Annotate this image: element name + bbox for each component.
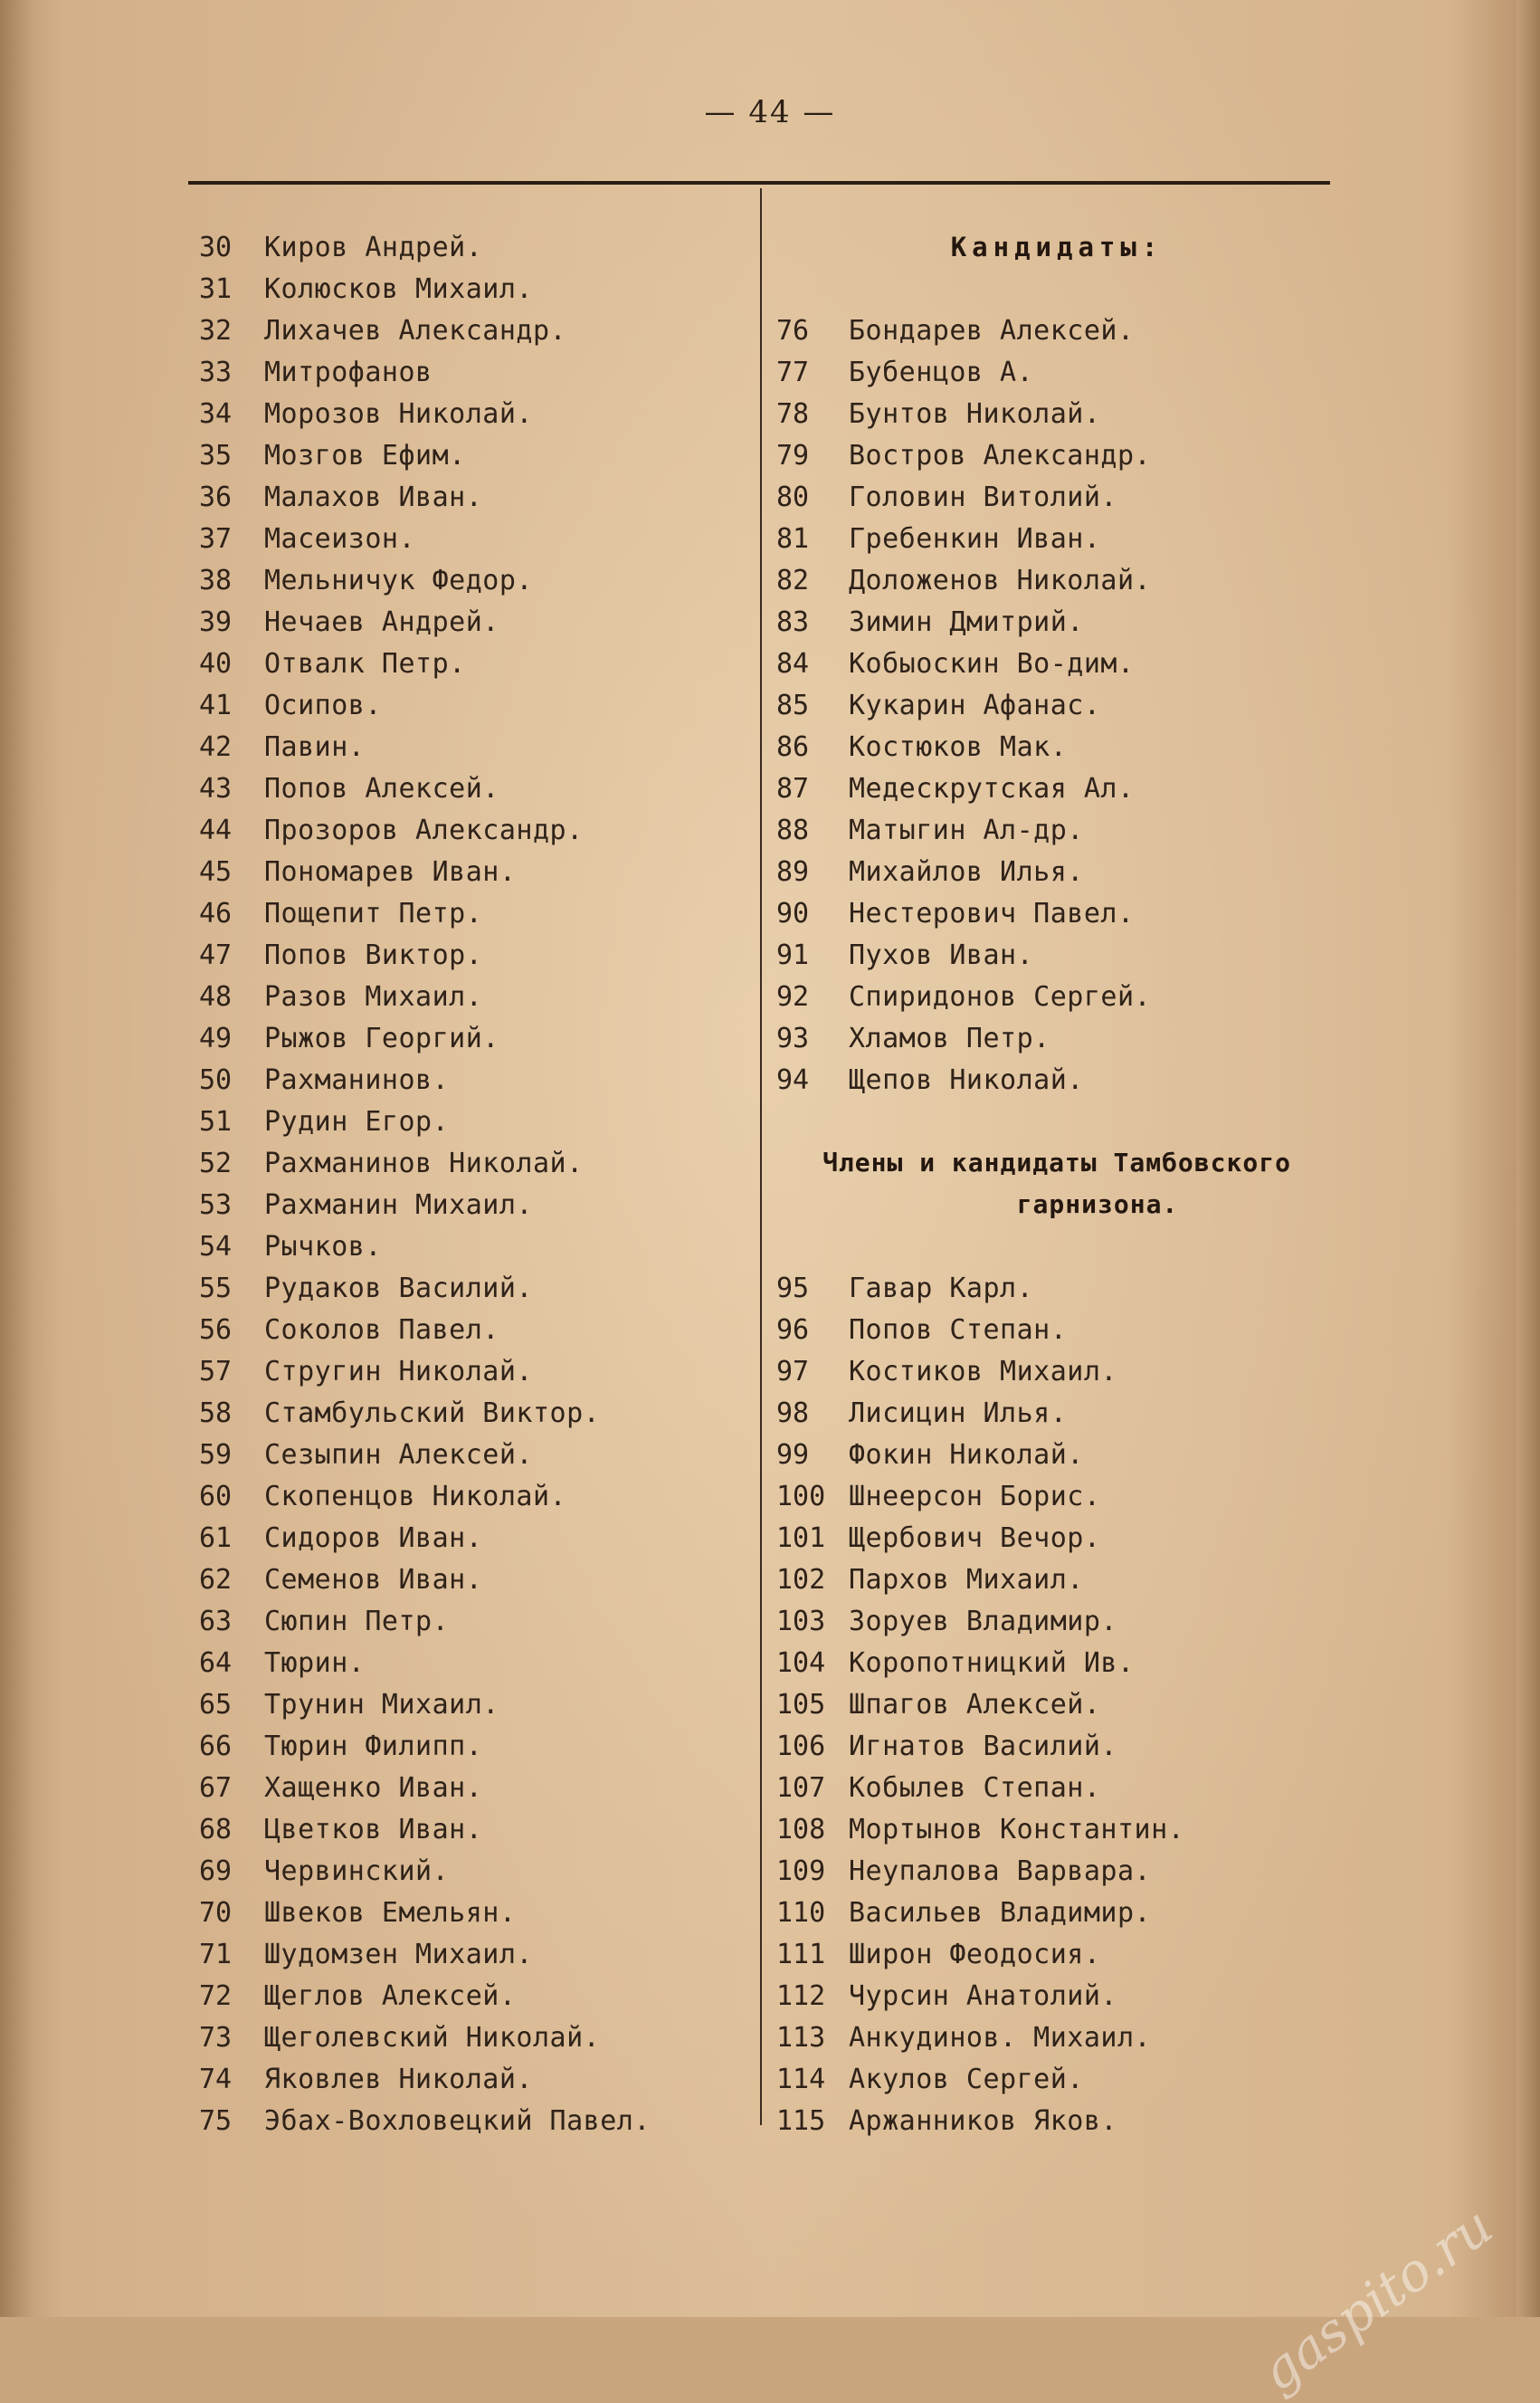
entry-number: 111 xyxy=(776,1938,826,1970)
entry-name: Нестерович Павел. xyxy=(849,897,1135,930)
entry-number: 80 xyxy=(776,481,810,513)
entry-number: 38 xyxy=(199,564,233,596)
entry-name: Фокин Николай. xyxy=(849,1438,1084,1471)
garrison-heading xyxy=(776,1142,1337,1225)
entry-number: 49 xyxy=(199,1022,233,1054)
page-edge-right xyxy=(1516,0,1540,2317)
entry-name: Щербович Вечор. xyxy=(849,1521,1101,1554)
list-item xyxy=(776,1350,1337,1392)
entry-name: Колюсков Михаил. xyxy=(264,272,533,305)
entry-name: Попов Степан. xyxy=(849,1313,1068,1346)
entry-name: Анкудинов. Михаил. xyxy=(849,2021,1152,2054)
entry-number: 102 xyxy=(776,1563,826,1596)
list-item xyxy=(199,1642,751,1683)
page-edge-left xyxy=(0,0,31,2317)
entry-number: 30 xyxy=(199,231,233,263)
list-item xyxy=(776,559,1337,601)
list-item xyxy=(776,934,1337,976)
entry-number: 84 xyxy=(776,647,810,680)
list-item xyxy=(776,1559,1337,1600)
entry-name: Головин Витолий. xyxy=(849,481,1117,513)
entry-number: 42 xyxy=(199,730,233,763)
entry-number: 92 xyxy=(776,980,810,1013)
entry-number: 51 xyxy=(199,1105,233,1138)
entry-number: 100 xyxy=(776,1480,826,1512)
entry-number: 55 xyxy=(199,1272,233,1304)
list-item xyxy=(776,768,1337,809)
entry-name: Стругин Николай. xyxy=(264,1355,533,1387)
entry-name: Соколов Павел. xyxy=(264,1313,499,1346)
entry-number: 56 xyxy=(199,1313,233,1346)
entry-name: Морозов Николай. xyxy=(264,397,533,430)
members-list xyxy=(199,226,751,2141)
list-item xyxy=(776,1767,1337,1808)
entry-name: Костюков Мак. xyxy=(849,730,1068,763)
list-item xyxy=(776,1059,1337,1101)
garrison-heading-line1: Члены и кандидаты Тамбовского xyxy=(822,1148,1291,1178)
candidates-heading: Кандидаты: xyxy=(950,232,1164,262)
entry-name: Тюрин. xyxy=(264,1646,366,1679)
entry-name: Сюпин Петр. xyxy=(264,1605,450,1637)
entry-number: 48 xyxy=(199,980,233,1013)
entry-number: 54 xyxy=(199,1230,233,1263)
entry-name: Мельничук Федор. xyxy=(264,564,533,596)
entry-name: Хащенко Иван. xyxy=(264,1771,483,1804)
entry-number: 71 xyxy=(199,1938,233,1970)
entry-name: Бондарев Алексей. xyxy=(849,314,1135,347)
entry-name: Яковлев Николай. xyxy=(264,2063,533,2095)
entry-number: 50 xyxy=(199,1063,233,1096)
list-item xyxy=(199,1725,751,1767)
entry-number: 40 xyxy=(199,647,233,680)
list-item xyxy=(776,2058,1337,2100)
list-item xyxy=(199,2058,751,2100)
list-item xyxy=(199,226,751,268)
list-item xyxy=(776,1933,1337,1975)
list-item xyxy=(776,1017,1337,1059)
entry-name: Шнеерсон Борис. xyxy=(849,1480,1101,1512)
right-column xyxy=(776,226,1337,2141)
entry-number: 87 xyxy=(776,772,810,805)
list-item xyxy=(199,1142,751,1184)
list-item xyxy=(776,643,1337,684)
entry-number: 115 xyxy=(776,2104,826,2137)
list-item xyxy=(199,1350,751,1392)
entry-number: 86 xyxy=(776,730,810,763)
entry-number: 34 xyxy=(199,397,233,430)
column-divider xyxy=(760,188,762,2125)
entry-name: Доложенов Николай. xyxy=(849,564,1152,596)
entry-name: Гавар Карл. xyxy=(849,1272,1034,1304)
list-item xyxy=(776,310,1337,351)
entry-number: 90 xyxy=(776,897,810,930)
page-number: — 44 — xyxy=(704,94,836,130)
entry-name: Разов Михаил. xyxy=(264,980,483,1013)
top-rule xyxy=(188,181,1330,185)
list-item xyxy=(776,1725,1337,1767)
entry-name: Хламов Петр. xyxy=(849,1022,1050,1054)
entry-number: 45 xyxy=(199,855,233,888)
list-item xyxy=(776,2100,1337,2141)
entry-name: Щепов Николай. xyxy=(849,1063,1084,1096)
entry-number: 96 xyxy=(776,1313,810,1346)
list-item xyxy=(199,2017,751,2058)
entry-name: Щеглов Алексей. xyxy=(264,1979,517,2012)
entry-name: Гребенкин Иван. xyxy=(849,522,1101,555)
entry-name: Митрофанов xyxy=(264,356,433,388)
entry-name: Пощепит Петр. xyxy=(264,897,483,930)
entry-name: Отвалк Петр. xyxy=(264,647,466,680)
entry-name: Масеизон. xyxy=(264,522,416,555)
entry-number: 113 xyxy=(776,2021,826,2054)
entry-name: Рычков. xyxy=(264,1230,382,1263)
entry-name: Семенов Иван. xyxy=(264,1563,483,1596)
list-item xyxy=(199,351,751,393)
entry-number: 39 xyxy=(199,606,233,638)
list-item xyxy=(199,851,751,892)
list-item xyxy=(776,1975,1337,2017)
entry-number: 88 xyxy=(776,814,810,846)
list-item xyxy=(199,1309,751,1350)
entry-name: Эбах-Вохловецкий Павел. xyxy=(264,2104,651,2137)
entry-number: 52 xyxy=(199,1147,233,1179)
entry-name: Малахов Иван. xyxy=(264,481,483,513)
list-item xyxy=(199,976,751,1017)
entry-number: 75 xyxy=(199,2104,233,2137)
entry-number: 43 xyxy=(199,772,233,805)
list-item xyxy=(199,643,751,684)
list-item xyxy=(199,601,751,643)
entry-name: Скопенцов Николай. xyxy=(264,1480,567,1512)
list-item xyxy=(199,1975,751,2017)
entry-name: Лихачев Александр. xyxy=(264,314,567,347)
entry-name: Рудаков Василий. xyxy=(264,1272,533,1304)
entry-number: 79 xyxy=(776,439,810,472)
list-item xyxy=(199,268,751,310)
list-item xyxy=(199,1434,751,1475)
list-item xyxy=(776,518,1337,559)
entry-number: 114 xyxy=(776,2063,826,2095)
list-item xyxy=(776,726,1337,768)
entry-number: 106 xyxy=(776,1730,826,1762)
entry-number: 89 xyxy=(776,855,810,888)
list-item xyxy=(776,1475,1337,1517)
entry-name: Сидоров Иван. xyxy=(264,1521,483,1554)
list-item xyxy=(199,2100,751,2141)
list-item xyxy=(199,434,751,476)
entry-number: 104 xyxy=(776,1646,826,1679)
entry-number: 65 xyxy=(199,1688,233,1721)
garrison-heading-line2: гарнизона. xyxy=(1016,1189,1179,1219)
entry-name: Пономарев Иван. xyxy=(264,855,517,888)
list-item xyxy=(199,1600,751,1642)
entry-name: Щеголевский Николай. xyxy=(264,2021,601,2054)
entry-number: 81 xyxy=(776,522,810,555)
entry-name: Востров Александр. xyxy=(849,439,1152,472)
entry-name: Спиридонов Сергей. xyxy=(849,980,1152,1013)
list-item xyxy=(199,1225,751,1267)
entry-name: Червинский. xyxy=(264,1855,450,1887)
entry-name: Зимин Дмитрий. xyxy=(849,606,1084,638)
entry-name: Павин. xyxy=(264,730,366,763)
entry-number: 103 xyxy=(776,1605,826,1637)
entry-number: 63 xyxy=(199,1605,233,1637)
entry-number: 98 xyxy=(776,1397,810,1429)
list-item xyxy=(199,1101,751,1142)
entry-name: Стамбульский Виктор. xyxy=(264,1397,601,1429)
entry-number: 101 xyxy=(776,1521,826,1554)
entry-number: 44 xyxy=(199,814,233,846)
entry-name: Киров Андрей. xyxy=(264,231,483,263)
list-item xyxy=(776,1434,1337,1475)
list-item xyxy=(199,1767,751,1808)
entry-number: 83 xyxy=(776,606,810,638)
list-item xyxy=(199,1892,751,1933)
entry-name: Пархов Михаил. xyxy=(849,1563,1084,1596)
list-item xyxy=(199,1017,751,1059)
list-item xyxy=(199,1559,751,1600)
list-item xyxy=(199,393,751,434)
list-item xyxy=(776,809,1337,851)
list-item xyxy=(776,1683,1337,1725)
entry-name: Игнатов Василий. xyxy=(849,1730,1117,1762)
entry-name: Кобыоскин Во-дим. xyxy=(849,647,1135,680)
list-item xyxy=(776,351,1337,393)
list-item xyxy=(776,601,1337,643)
entry-number: 105 xyxy=(776,1688,826,1721)
list-item xyxy=(199,1267,751,1309)
entry-number: 112 xyxy=(776,1979,826,2012)
entry-number: 74 xyxy=(199,2063,233,2095)
entry-number: 78 xyxy=(776,397,810,430)
entry-name: Прозоров Александр. xyxy=(264,814,584,846)
entry-number: 97 xyxy=(776,1355,810,1387)
list-item xyxy=(199,892,751,934)
list-item xyxy=(776,1309,1337,1350)
entry-number: 47 xyxy=(199,939,233,971)
entry-number: 108 xyxy=(776,1813,826,1845)
entry-number: 46 xyxy=(199,897,233,930)
entry-number: 66 xyxy=(199,1730,233,1762)
entry-number: 110 xyxy=(776,1896,826,1929)
list-item xyxy=(776,1892,1337,1933)
entry-name: Акулов Сергей. xyxy=(849,2063,1084,2095)
entry-number: 77 xyxy=(776,356,810,388)
entry-name: Медескрутская Ал. xyxy=(849,772,1135,805)
list-item xyxy=(199,1475,751,1517)
entry-name: Костиков Михаил. xyxy=(849,1355,1117,1387)
entry-name: Аржанников Яков. xyxy=(849,2104,1117,2137)
entry-name: Швеков Емельян. xyxy=(264,1896,517,1929)
entry-name: Лисицин Илья. xyxy=(849,1397,1068,1429)
list-item xyxy=(776,1600,1337,1642)
entry-number: 57 xyxy=(199,1355,233,1387)
entry-number: 76 xyxy=(776,314,810,347)
entry-number: 36 xyxy=(199,481,233,513)
candidates-list xyxy=(776,310,1337,1101)
entry-number: 37 xyxy=(199,522,233,555)
entry-name: Шпагов Алексей. xyxy=(849,1688,1101,1721)
entry-number: 85 xyxy=(776,689,810,721)
entry-number: 69 xyxy=(199,1855,233,1887)
list-item xyxy=(776,2017,1337,2058)
left-column xyxy=(199,226,751,2141)
entry-name: Попов Виктор. xyxy=(264,939,483,971)
list-item xyxy=(199,726,751,768)
entry-name: Пухов Иван. xyxy=(849,939,1034,971)
list-item xyxy=(776,393,1337,434)
list-item xyxy=(199,768,751,809)
list-item xyxy=(199,1184,751,1225)
entry-number: 53 xyxy=(199,1188,233,1221)
list-item xyxy=(199,809,751,851)
entry-number: 73 xyxy=(199,2021,233,2054)
list-item xyxy=(199,310,751,351)
list-item xyxy=(776,434,1337,476)
list-item xyxy=(776,1392,1337,1434)
list-item xyxy=(199,934,751,976)
entry-number: 61 xyxy=(199,1521,233,1554)
list-item xyxy=(199,1517,751,1559)
entry-name: Неупалова Варвара. xyxy=(849,1855,1152,1887)
list-item xyxy=(199,1933,751,1975)
entry-number: 35 xyxy=(199,439,233,472)
entry-number: 94 xyxy=(776,1063,810,1096)
list-item xyxy=(199,1808,751,1850)
entry-name: Трунин Михаил. xyxy=(264,1688,499,1721)
entry-name: Цветков Иван. xyxy=(264,1813,483,1845)
entry-number: 33 xyxy=(199,356,233,388)
list-item xyxy=(776,1808,1337,1850)
list-item xyxy=(199,1683,751,1725)
entry-name: Попов Алексей. xyxy=(264,772,499,805)
entry-name: Васильев Владимир. xyxy=(849,1896,1152,1929)
entry-name: Коропотницкий Ив. xyxy=(849,1646,1135,1679)
list-item xyxy=(776,1517,1337,1559)
entry-name: Рахманин Михаил. xyxy=(264,1188,533,1221)
entry-name: Мортынов Константин. xyxy=(849,1813,1185,1845)
entry-name: Бубенцов А. xyxy=(849,356,1034,388)
entry-name: Матыгин Ал-др. xyxy=(849,814,1084,846)
entry-number: 59 xyxy=(199,1438,233,1471)
entry-number: 32 xyxy=(199,314,233,347)
watermark: gaspito.ru xyxy=(1250,2194,1504,2403)
entry-name: Тюрин Филипп. xyxy=(264,1730,483,1762)
entry-name: Чурсин Анатолий. xyxy=(849,1979,1117,2012)
entry-name: Нечаев Андрей. xyxy=(264,606,499,638)
list-item xyxy=(776,976,1337,1017)
entry-name: Рахманинов Николай. xyxy=(264,1147,584,1179)
list-item xyxy=(199,476,751,518)
entry-number: 93 xyxy=(776,1022,810,1054)
entry-name: Шудомзен Михаил. xyxy=(264,1938,533,1970)
entry-number: 91 xyxy=(776,939,810,971)
entry-number: 70 xyxy=(199,1896,233,1929)
entry-name: Кобылев Степан. xyxy=(849,1771,1101,1804)
entry-number: 68 xyxy=(199,1813,233,1845)
list-item xyxy=(199,684,751,726)
list-item xyxy=(776,1642,1337,1683)
entry-number: 82 xyxy=(776,564,810,596)
entry-name: Зоруев Владимир. xyxy=(849,1605,1117,1637)
entry-name: Кукарин Афанас. xyxy=(849,689,1101,721)
list-item xyxy=(199,518,751,559)
list-item xyxy=(199,1392,751,1434)
entry-number: 109 xyxy=(776,1855,826,1887)
list-item xyxy=(199,559,751,601)
entry-name: Рыжов Георгий. xyxy=(264,1022,499,1054)
entry-name: Рахманинов. xyxy=(264,1063,450,1096)
list-item xyxy=(776,892,1337,934)
entry-number: 99 xyxy=(776,1438,810,1471)
list-item xyxy=(199,1059,751,1101)
entry-name: Мозгов Ефим. xyxy=(264,439,466,472)
entry-number: 31 xyxy=(199,272,233,305)
entry-number: 67 xyxy=(199,1771,233,1804)
entry-number: 107 xyxy=(776,1771,826,1804)
list-item xyxy=(776,684,1337,726)
entry-number: 60 xyxy=(199,1480,233,1512)
entry-number: 95 xyxy=(776,1272,810,1304)
list-item xyxy=(776,851,1337,892)
entry-number: 64 xyxy=(199,1646,233,1679)
entry-number: 41 xyxy=(199,689,233,721)
entry-name: Рудин Егор. xyxy=(264,1105,450,1138)
entry-name: Осипов. xyxy=(264,689,382,721)
list-item xyxy=(776,1850,1337,1892)
entry-name: Сезыпин Алексей. xyxy=(264,1438,533,1471)
entry-name: Михайлов Илья. xyxy=(849,855,1084,888)
entry-number: 72 xyxy=(199,1979,233,2012)
garrison-list xyxy=(776,1267,1337,2141)
list-item xyxy=(199,1850,751,1892)
entry-name: Широн Феодосия. xyxy=(849,1938,1101,1970)
entry-number: 62 xyxy=(199,1563,233,1596)
list-item xyxy=(776,1267,1337,1309)
entry-number: 58 xyxy=(199,1397,233,1429)
entry-name: Бунтов Николай. xyxy=(849,397,1101,430)
list-item xyxy=(776,476,1337,518)
